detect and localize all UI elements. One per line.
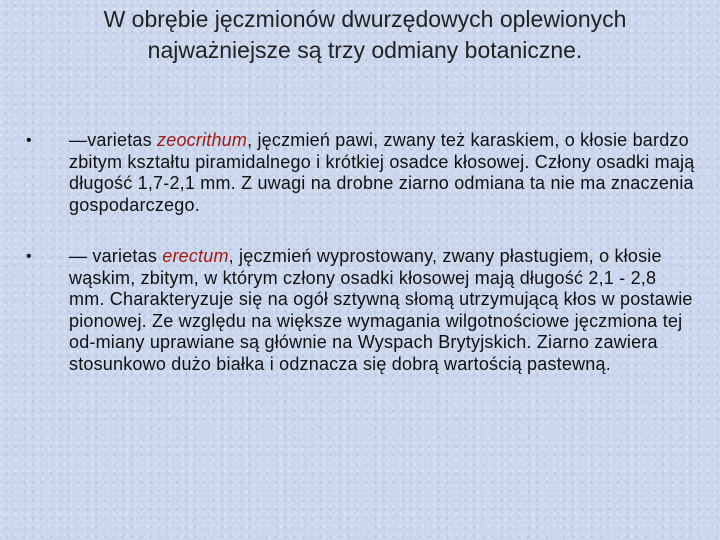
variety-name: erectum xyxy=(162,246,229,266)
item-text: , jęczmień pawi, zwany też karaskiem, o kłosie bardzo zbitym kształtu piramidalnego i krótkiej osadce kłosowej. Człony osadki mają długość 1,7-2,1 mm. Z uwagi na drobne ziarno odmiana ta nie ma znaczenia gospodarczego. xyxy=(69,130,695,215)
item-prefix: —varietas xyxy=(69,130,158,150)
item-text: , jęczmień wyprostowany, zwany płastugiem, o kłosie wąskim, zbitym, w którym człony osadki kłosowej mają długość 2,1 - 2,8 mm. Charakteryzuje się na ogół sztywną słomą utrzymującą kłos w postawie pionowej. Ze względu na większe wymagania wilgotnościowe jęczmiona tej od-miany uprawiane są głównie na Wyspach Brytyjskich. Ziarno zawiera stosunkowo dużo białka i odznacza się dobrą wartością pastewną. xyxy=(69,246,693,374)
bullet-list xyxy=(26,130,696,375)
bullet-item-erectum xyxy=(26,246,696,375)
item-prefix: — varietas xyxy=(69,246,163,266)
bullet-icon: • xyxy=(26,132,32,149)
slide-title: W obrębie jęczmionów dwurzędowych oplewionych najważniejsze są trzy odmiany botaniczne. xyxy=(103,6,627,63)
variety-name: zeocrithum xyxy=(157,130,248,150)
bullet-icon: • xyxy=(26,248,32,265)
bullet-item-zeocrithum xyxy=(26,130,696,216)
